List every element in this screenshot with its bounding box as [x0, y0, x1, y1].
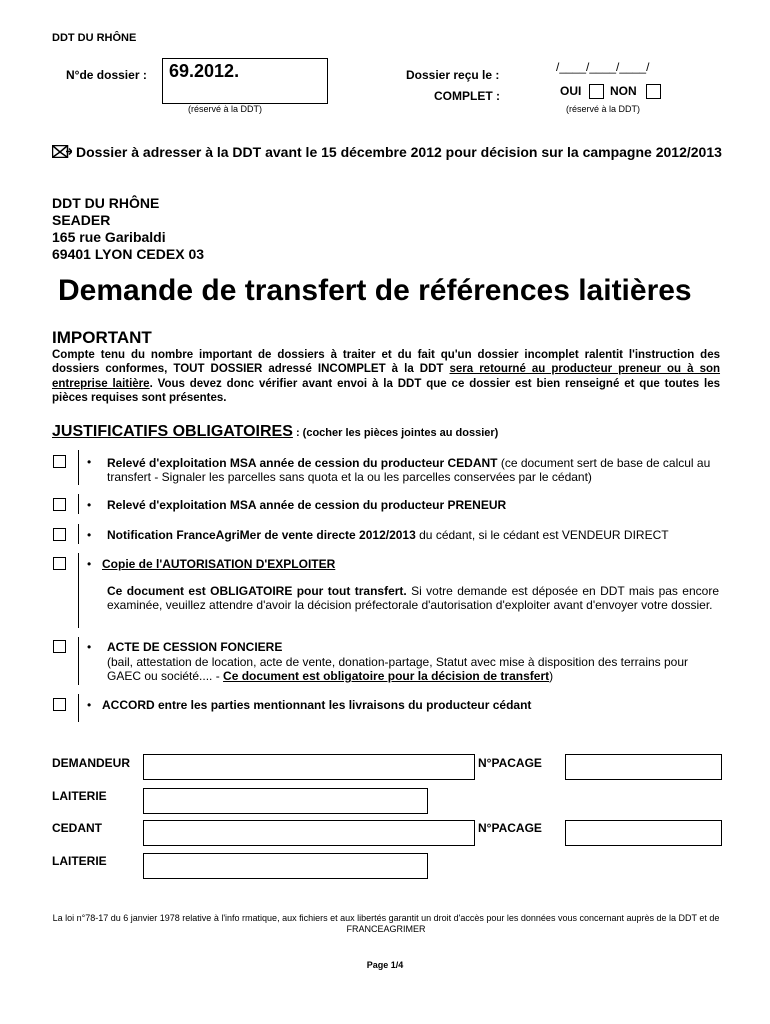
demandeur-input[interactable] — [143, 754, 475, 780]
item-acte-cession-detail — [107, 655, 719, 683]
address-line: 165 rue Garibaldi — [52, 229, 166, 245]
reserve-left-note: (réservé à la DDT) — [188, 104, 263, 114]
item-normal: ) — [549, 669, 554, 683]
laiterie2-input[interactable] — [143, 853, 428, 879]
item-underlined: Ce document est obligatoire pour la décision de transfert — [223, 669, 550, 683]
item-acte-cession: ACTE DE CESSION FONCIERE — [107, 640, 283, 654]
legal-notice: La loi n°78-17 du 6 janvier 1978 relative à l'info rmatique, aux fichiers et aux libertés garantit un droit d'accès pour les données vous concernant auprès de la DDT et de FRANCEAGRIMER — [52, 913, 720, 934]
notice-text: Dossier à adresser à la DDT avant le 15 décembre 2012 pour décision sur la campagne 2012/2013 — [76, 144, 722, 160]
dossier-number-field[interactable] — [162, 58, 328, 104]
pacage2-label: N°PACAGE — [478, 821, 542, 835]
item-normal: (ce document sert de base de calcul au transfert - Signaler les parcelles sans quota et la ou les parcelles conservées par le cédant) — [107, 456, 711, 484]
pacage1-input[interactable] — [565, 754, 722, 780]
justificatifs-subtitle: : (cocher les pièces jointes au dossier) — [292, 427, 499, 439]
checkbox-releve-cedant[interactable] — [53, 455, 66, 468]
bullet: • — [87, 455, 92, 469]
justificatifs-title: JUSTIFICATIFS OBLIGATOIRES — [52, 423, 293, 440]
pacage2-input[interactable] — [565, 820, 722, 846]
item-bold: Ce document est OBLIGATOIRE pour tout transfert. — [107, 584, 407, 598]
address-block — [52, 195, 204, 263]
cedant-label: CEDANT — [52, 821, 102, 835]
page-number: Page 1/4 — [366, 960, 404, 970]
item-normal: du cédant, si le cédant est VENDEUR DIRECT — [415, 528, 669, 542]
demandeur-label: DEMANDEUR — [52, 756, 130, 770]
bullet: • — [87, 640, 92, 654]
laiterie2-label: LAITERIE — [52, 854, 107, 868]
justificatifs-heading — [52, 423, 498, 441]
checkbox-accord[interactable] — [53, 698, 66, 711]
checkbox-releve-preneur[interactable] — [53, 498, 66, 511]
checkbox-autorisation[interactable] — [53, 557, 66, 570]
item-releve-cedant — [107, 456, 719, 484]
oui-checkbox[interactable] — [589, 84, 604, 99]
checkbox-notification[interactable] — [53, 528, 66, 541]
date-received-field[interactable]: /____/____/____/ — [556, 60, 650, 74]
bullet: • — [87, 498, 92, 512]
page-title: Demande de transfert de références laitières — [58, 274, 692, 307]
important-text-2: . Vous devez donc vérifier avant envoi à la DDT que ce dossier est bien renseigné et que toutes les pièces requises sont présentes. — [52, 377, 720, 404]
dossier-label: N°de dossier : — [66, 68, 147, 82]
bullet: • — [87, 557, 92, 571]
cedant-input[interactable] — [143, 820, 475, 846]
checklist-divider — [78, 524, 79, 544]
address-line: DDT DU RHÔNE — [52, 195, 160, 211]
item-accord: ACCORD entre les parties mentionnant les livraisons du producteur cédant — [102, 698, 532, 712]
checkbox-acte-cession[interactable] — [53, 640, 66, 653]
item-autorisation-detail — [107, 584, 719, 612]
bullet: • — [87, 528, 92, 542]
checklist-divider — [78, 450, 79, 485]
pacage1-label: N°PACAGE — [478, 756, 542, 770]
important-paragraph — [52, 348, 720, 405]
oui-label: OUI — [560, 84, 582, 98]
non-checkbox[interactable] — [646, 84, 661, 99]
item-autorisation: Copie de l'AUTORISATION D'EXPLOITER — [102, 557, 336, 571]
complet-label: COMPLET : — [434, 89, 500, 103]
checklist-divider — [78, 637, 79, 685]
important-heading: IMPORTANT — [52, 328, 152, 347]
laiterie1-input[interactable] — [143, 788, 428, 814]
reserve-right-note: (réservé à la DDT) — [566, 104, 641, 114]
bullet: • — [87, 698, 92, 712]
important-text-1: Compte tenu du nombre important de dossiers à traiter et du fait qu'un dossier incomplet ralentit l'instruction des dossiers conformes, TOUT DOSSIER adressé INCOMPLET à la DDT — [52, 349, 720, 376]
address-line: 69401 LYON CEDEX 03 — [52, 246, 205, 262]
address-line: SEADER — [52, 212, 111, 228]
item-normal: Si votre demande est déposée en DDT mais pas encore examinée, veuillez attendre d'avoir la décision préfectorale d'autorisation d'exploiter avant d'envoyer votre dossier. — [107, 584, 719, 612]
checklist-divider — [78, 553, 79, 628]
non-label: NON — [610, 84, 637, 98]
org-header: DDT DU RHÔNE — [52, 32, 137, 44]
item-bold: Relevé d'exploitation MSA année de cession du producteur CEDANT — [107, 456, 498, 470]
laiterie1-label: LAITERIE — [52, 789, 107, 803]
item-normal: (bail, attestation de location, acte de vente, donation-partage, Statut avec mise à disposition des terrains pour GAEC ou société.... - — [107, 655, 689, 683]
important-text-underlined: sera retourné au producteur preneur ou à son entreprise laitière — [52, 363, 721, 390]
item-notification — [107, 528, 719, 542]
dossier-number-value: 69.2012. — [169, 61, 240, 81]
item-releve-preneur: Relevé d'exploitation MSA année de cession du producteur PRENEUR — [107, 498, 507, 512]
checklist-divider — [78, 694, 79, 722]
recu-label: Dossier reçu le : — [406, 68, 500, 82]
item-bold: Notification FranceAgriMer de vente directe 2012/2013 — [107, 528, 416, 542]
checklist-divider — [78, 494, 79, 514]
